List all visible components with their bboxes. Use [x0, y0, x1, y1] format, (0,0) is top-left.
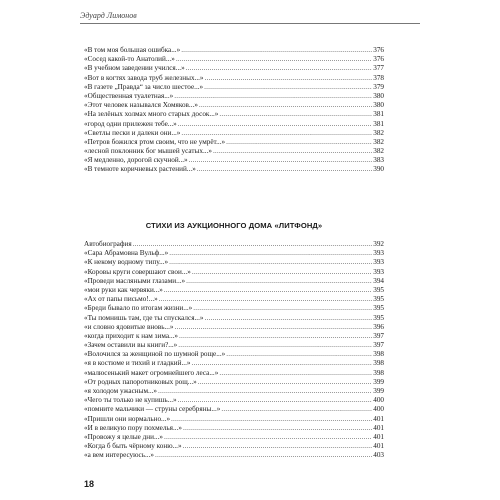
- toc-entry-title: «и словно ядовитые вновь...»: [84, 322, 174, 331]
- toc-leader-dots: [198, 378, 372, 387]
- toc-entry-page: 398: [373, 368, 384, 377]
- toc-entry: [84, 165, 384, 174]
- toc-entry: [84, 55, 384, 64]
- toc-leader-dots: [213, 147, 372, 156]
- toc-entry-page: 395: [373, 304, 384, 313]
- toc-entry: [84, 129, 384, 138]
- toc-entry: [84, 110, 384, 119]
- toc-entry-title: «Петров божился ртом своим, что не умрёт...»: [84, 137, 226, 146]
- toc-leader-dots: [226, 138, 372, 147]
- toc-entry: [84, 323, 384, 332]
- toc-entry-page: 396: [373, 322, 384, 331]
- toc-entry-title: «Провожу я целые дни...»: [84, 432, 163, 441]
- toc-entry-title: «Общественная туалетная...»: [84, 91, 174, 100]
- toc-entry-page: 395: [373, 285, 384, 294]
- toc-entry-title: «Сара Абрамовна Вульф...»: [84, 249, 169, 258]
- toc-leader-dots: [186, 64, 373, 73]
- toc-entry-title: «лесной поклонник бог мышей усатых...»: [84, 147, 212, 156]
- toc-leader-dots: [193, 304, 372, 313]
- toc-entry-title: «И в великую пору похмелья...»: [84, 423, 182, 432]
- toc-entry: [84, 396, 384, 405]
- toc-entry: [84, 147, 384, 156]
- toc-entry: [84, 378, 384, 387]
- toc-entry: [84, 138, 384, 147]
- toc-entry-page: 382: [373, 147, 384, 156]
- toc-list-section: [84, 240, 384, 461]
- toc-entry-page: 400: [373, 405, 384, 414]
- toc-entry-page: 399: [373, 377, 384, 386]
- toc-entry-title: «Я медленно, дорогой скучной...»: [84, 156, 188, 165]
- running-header: Эдуард Лимонов: [80, 11, 137, 20]
- toc-entry-title: «малюсенький макет огромнейшего леса...»: [84, 368, 219, 377]
- toc-leader-dots: [164, 286, 372, 295]
- toc-entry: [84, 359, 384, 368]
- toc-entry-page: 381: [373, 119, 384, 128]
- toc-leader-dots: [174, 92, 372, 101]
- section-title: СТИХИ ИЗ АУКЦИОННОГО ДОМА «ЛИТФОНД»: [145, 221, 323, 230]
- toc-entry-title: «я холодом ужасным...»: [84, 387, 158, 395]
- toc-list-top: [84, 46, 384, 175]
- toc-leader-dots: [158, 387, 372, 396]
- toc-entry: [84, 46, 384, 55]
- toc-entry-page: 400: [373, 396, 384, 405]
- toc-entry-page: 376: [373, 46, 384, 54]
- toc-entry: [84, 277, 384, 286]
- toc-entry-page: 403: [373, 451, 384, 460]
- toc-entry-page: 393: [373, 249, 384, 258]
- toc-entry: [84, 387, 384, 396]
- toc-entry-page: 392: [373, 240, 384, 248]
- toc-entry-page: 393: [373, 267, 384, 276]
- toc-entry: [84, 249, 384, 258]
- toc-entry-page: 401: [373, 414, 384, 423]
- toc-entry-page: 395: [373, 295, 384, 304]
- toc-entry-title: «когда приходит к нам зима...»: [84, 331, 179, 340]
- toc-entry: [84, 442, 384, 451]
- toc-entry: [84, 451, 384, 460]
- toc-entry: [84, 83, 384, 92]
- toc-leader-dots: [181, 46, 372, 55]
- toc-leader-dots: [178, 341, 372, 350]
- toc-entry-title: «Коровы круги совершают свои...»: [84, 267, 191, 276]
- toc-leader-dots: [178, 120, 372, 129]
- toc-entry: [84, 258, 384, 267]
- toc-leader-dots: [183, 424, 372, 433]
- toc-entry-page: 395: [373, 313, 384, 322]
- toc-entry-title: «В темноте коричневых растений...»: [84, 165, 196, 174]
- toc-leader-dots: [197, 165, 372, 174]
- toc-leader-dots: [159, 295, 373, 304]
- toc-entry-page: 397: [373, 341, 384, 350]
- toc-entry: [84, 240, 384, 249]
- toc-entry: [84, 101, 384, 110]
- toc-entry: [84, 268, 384, 277]
- toc-entry-title: «От родных папоротниковых рощ...»: [84, 377, 197, 386]
- toc-entry: [84, 332, 384, 341]
- toc-entry-title: «Пришли они нормально...»: [84, 414, 171, 423]
- toc-entry-page: 397: [373, 331, 384, 340]
- toc-entry-title: «На зелёных холмах много старых досок...»: [84, 110, 219, 119]
- toc-entry-page: 390: [373, 165, 384, 174]
- toc-entry-title: «Волочился за женщиной по шумной роще...»: [84, 350, 226, 359]
- toc-leader-dots: [155, 451, 372, 460]
- toc-entry-title: «мои руки как червяки...»: [84, 285, 163, 294]
- toc-entry-page: 399: [373, 387, 384, 395]
- toc-entry-page: 401: [373, 423, 384, 432]
- toc-entry-page: 383: [373, 156, 384, 165]
- toc-entry-title: «Когда б быть чёрному коню...»: [84, 442, 182, 451]
- toc-entry-title: «Вот в когтях завода труб железных...»: [84, 73, 204, 82]
- toc-leader-dots: [204, 83, 372, 92]
- toc-entry-page: 380: [373, 101, 384, 110]
- toc-entry-title: «Проведи масляными глазами...»: [84, 276, 186, 285]
- toc-entry-title: «Зачем оставили вы книги?...»: [84, 341, 178, 350]
- toc-leader-dots: [181, 129, 372, 138]
- toc-leader-dots: [219, 110, 372, 119]
- toc-leader-dots: [169, 258, 372, 267]
- toc-leader-dots: [176, 55, 372, 64]
- toc-entry: [84, 341, 384, 350]
- toc-entry-page: 382: [373, 128, 384, 137]
- toc-leader-dots: [178, 396, 373, 405]
- toc-entry: [84, 74, 384, 83]
- toc-entry: [84, 120, 384, 129]
- toc-entry-title: Автобиография: [84, 240, 132, 248]
- toc-entry-page: 401: [373, 432, 384, 441]
- toc-entry-title: «В том моя большая ошибка...»: [84, 46, 181, 54]
- toc-entry: [84, 314, 384, 323]
- toc-entry: [84, 92, 384, 101]
- toc-entry-page: 401: [373, 442, 384, 451]
- toc-entry-page: 381: [373, 110, 384, 119]
- toc-entry-title: «Сосед какой-то Анатолий...»: [84, 55, 175, 64]
- toc-entry-page: 398: [373, 350, 384, 359]
- toc-entry-title: «Светлы пески и далеки они...»: [84, 128, 181, 137]
- toc-entry-page: 380: [373, 91, 384, 100]
- toc-entry-title: «В учебном заведении учился...»: [84, 64, 185, 73]
- toc-leader-dots: [205, 74, 373, 83]
- toc-entry-title: «Бреди бывало по итогам жизни...»: [84, 304, 193, 313]
- toc-entry: [84, 64, 384, 73]
- toc-leader-dots: [133, 240, 373, 249]
- toc-leader-dots: [219, 369, 372, 378]
- toc-entry-title: «а вем интересуюсь...»: [84, 451, 154, 460]
- toc-entry-title: «город одни прилежен тебе...»: [84, 119, 177, 128]
- toc-entry: [84, 405, 384, 414]
- toc-leader-dots: [226, 350, 372, 359]
- toc-entry-title: «помните мальчики — струны серебряны...»: [84, 405, 221, 414]
- toc-entry: [84, 286, 384, 295]
- toc-leader-dots: [186, 277, 372, 286]
- toc-leader-dots: [174, 323, 372, 332]
- toc-entry: [84, 424, 384, 433]
- toc-entry-title: «Чего ты только не купишь...»: [84, 396, 177, 405]
- toc-entry-page: 382: [373, 137, 384, 146]
- toc-entry: [84, 415, 384, 424]
- toc-entry: [84, 295, 384, 304]
- toc-entry-title: «Ты помнишь там, где ты спускался...»: [84, 313, 204, 322]
- toc-leader-dots: [192, 268, 372, 277]
- header-rule: [80, 23, 420, 24]
- toc-entry: [84, 156, 384, 165]
- toc-leader-dots: [189, 156, 373, 165]
- toc-leader-dots: [183, 442, 373, 451]
- toc-entry-page: 378: [373, 73, 384, 82]
- toc-entry-title: «Этот человек назывался Хомяков...»: [84, 101, 198, 110]
- page-number: 18: [84, 479, 95, 489]
- toc-entry-page: 394: [373, 276, 384, 285]
- toc-entry: [84, 304, 384, 313]
- toc-entry-title: «Ах от папы письмо!...»: [84, 295, 158, 304]
- toc-entry: [84, 433, 384, 442]
- toc-entry-title: «В газете „Правда“ за число шестое...»: [84, 82, 204, 91]
- toc-leader-dots: [199, 101, 372, 110]
- toc-leader-dots: [221, 405, 372, 414]
- toc-leader-dots: [191, 359, 372, 368]
- toc-leader-dots: [171, 415, 372, 424]
- toc-entry-page: 393: [373, 258, 384, 267]
- toc-entry-title: «К некому водному типу...»: [84, 258, 169, 267]
- toc-leader-dots: [179, 332, 372, 341]
- toc-leader-dots: [169, 249, 372, 258]
- toc-leader-dots: [164, 433, 372, 442]
- toc-entry-page: 376: [373, 55, 384, 64]
- toc-entry-page: 377: [373, 64, 384, 73]
- toc-entry-page: 398: [373, 359, 384, 368]
- toc-leader-dots: [205, 314, 373, 323]
- toc-entry: [84, 350, 384, 359]
- toc-entry-title: «я в костюме и тихий и гладкий...»: [84, 359, 191, 368]
- toc-entry-page: 379: [373, 82, 384, 91]
- toc-entry: [84, 369, 384, 378]
